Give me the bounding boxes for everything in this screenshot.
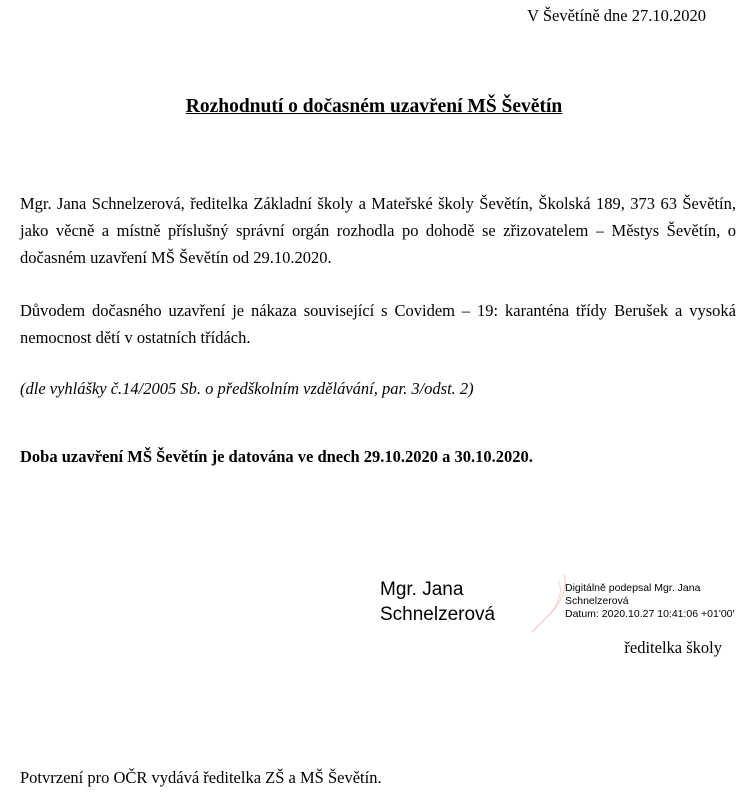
signature-name-line-2: Schnelzerová (380, 604, 496, 625)
reason-paragraph: Důvodem dočasného uzavření je nákaza související s Covidem – 19: karanténa třídy Berušek a vysoká nemocnost dětí v ostatních třídách. (20, 301, 736, 347)
footer-note: Potvrzení pro OČR vydává ředitelka ZŠ a MŠ Ševětín. (20, 768, 382, 787)
decision-paragraph: Mgr. Jana Schnelzerová, ředitelka Základní školy a Mateřské školy Ševětín, Školská 189, 373 63 Ševětín, jako věcně a místně příslušný správní orgán rozhodla po dohodě se zřizovatelem – Městys Ševětín, o dočasném uzavření MŠ Ševětín od 29.10.2020. (20, 194, 736, 267)
legal-reference: (dle vyhlášky č.14/2005 Sb. o předškolním vzdělávání, par. 3/odst. 2) (20, 379, 474, 398)
place-and-date: V Ševětíně dne 27.10.2020 (527, 6, 706, 25)
digital-signature-line-1: Digitálně podepsal Mgr. Jana (565, 582, 701, 594)
digital-signature-details (565, 582, 745, 621)
digital-signature-date: Datum: 2020.10.27 10:41:06 +01'00' (565, 608, 735, 620)
document-title: Rozhodnutí o dočasném uzavření MŠ Ševětín (185, 96, 563, 117)
signature-name (380, 577, 550, 627)
signature-swoosh-icon (528, 572, 568, 634)
digital-signature-line-2: Schnelzerová (565, 595, 629, 607)
signature-name-line-1: Mgr. Jana (380, 579, 464, 600)
signer-role: ředitelka školy (624, 638, 722, 657)
closure-period: Doba uzavření MŠ Ševětín je datována ve dnech 29.10.2020 a 30.10.2020. (20, 447, 533, 466)
